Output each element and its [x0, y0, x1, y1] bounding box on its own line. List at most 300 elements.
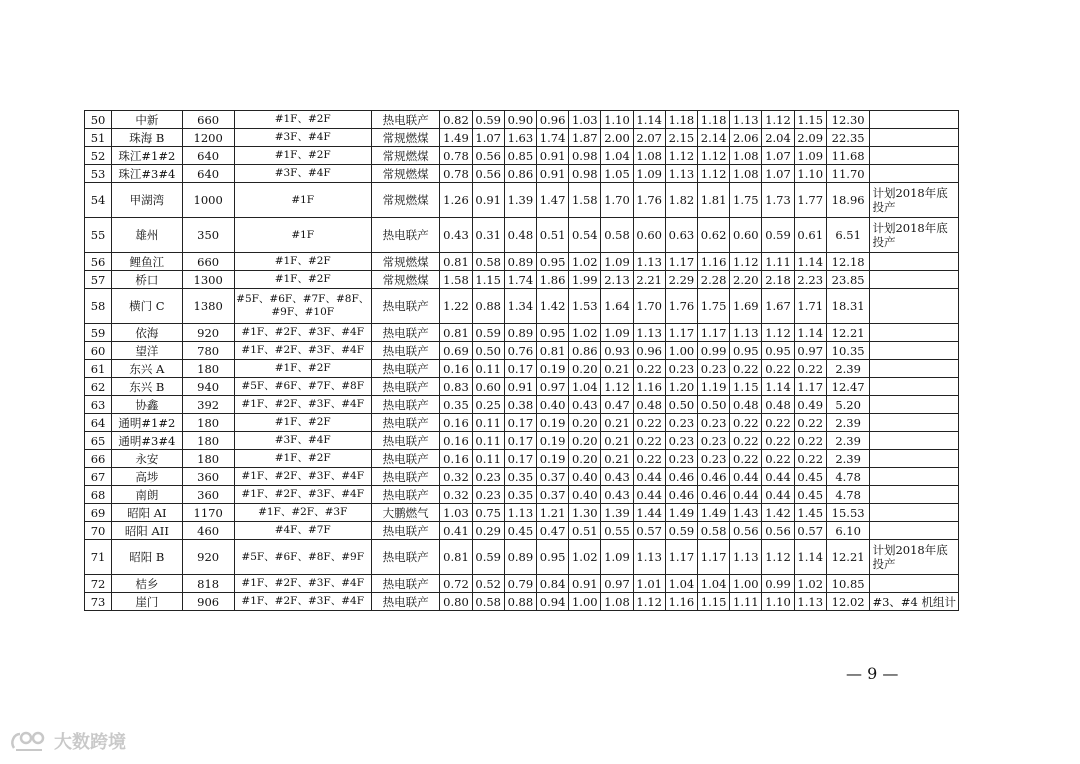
monthly-value-cell: 0.58 [472, 593, 504, 611]
table-row [85, 324, 959, 342]
monthly-value-cell: 0.45 [794, 486, 826, 504]
monthly-value-cell: 0.22 [794, 414, 826, 432]
monthly-value-cell: 1.75 [730, 183, 762, 218]
monthly-value-cell: 0.22 [794, 450, 826, 468]
monthly-value-cell: 1.09 [601, 540, 633, 575]
plant-name-cell: 珠海 B [112, 129, 183, 147]
capacity-cell: 1170 [182, 504, 234, 522]
monthly-value-cell: 0.22 [794, 360, 826, 378]
monthly-value-cell: 1.14 [762, 378, 794, 396]
plant-type-cell: 热电联产 [371, 540, 440, 575]
total-cell: 2.39 [826, 432, 870, 450]
monthly-value-cell: 0.22 [730, 360, 762, 378]
capacity-cell: 640 [182, 165, 234, 183]
capacity-cell: 180 [182, 414, 234, 432]
monthly-value-cell: 1.17 [665, 540, 697, 575]
plant-name-cell: 横门 C [112, 289, 183, 324]
monthly-value-cell: 2.18 [762, 271, 794, 289]
monthly-value-cell: 1.76 [665, 289, 697, 324]
monthly-value-cell: 0.44 [762, 486, 794, 504]
monthly-value-cell: 0.48 [504, 218, 536, 253]
monthly-value-cell: 1.14 [633, 111, 665, 129]
units-cell: #3F、#4F [234, 129, 371, 147]
capacity-cell: 350 [182, 218, 234, 253]
units-cell: #1F、#2F [234, 414, 371, 432]
table-row [85, 504, 959, 522]
monthly-value-cell: 2.15 [665, 129, 697, 147]
total-cell: 6.51 [826, 218, 870, 253]
plant-name-cell: 中新 [112, 111, 183, 129]
monthly-value-cell: 0.99 [698, 342, 730, 360]
monthly-value-cell: 1.70 [633, 289, 665, 324]
units-cell: #1F、#2F、#3F、#4F [234, 324, 371, 342]
total-cell: 15.53 [826, 504, 870, 522]
units-cell: #1F、#2F [234, 450, 371, 468]
monthly-value-cell: 0.97 [794, 342, 826, 360]
table-row [85, 253, 959, 271]
monthly-value-cell: 0.91 [536, 147, 568, 165]
plant-type-cell: 热电联产 [371, 360, 440, 378]
row-number-cell: 62 [85, 378, 112, 396]
plant-type-cell: 常规燃煤 [371, 183, 440, 218]
monthly-value-cell: 0.23 [665, 360, 697, 378]
monthly-value-cell: 0.50 [665, 396, 697, 414]
monthly-value-cell: 1.13 [633, 253, 665, 271]
table-row [85, 271, 959, 289]
monthly-value-cell: 1.73 [762, 183, 794, 218]
note-cell: 计划2018年底投产 [870, 540, 959, 575]
monthly-value-cell: 1.26 [440, 183, 472, 218]
monthly-value-cell: 2.23 [794, 271, 826, 289]
monthly-value-cell: 0.23 [665, 414, 697, 432]
plant-name-cell: 协鑫 [112, 396, 183, 414]
note-cell: 计划2018年底投产 [870, 183, 959, 218]
note-cell: #3、#4 机组计 [870, 593, 959, 611]
monthly-value-cell: 0.46 [698, 486, 730, 504]
monthly-value-cell: 1.09 [794, 147, 826, 165]
monthly-value-cell: 1.15 [730, 378, 762, 396]
capacity-cell: 180 [182, 432, 234, 450]
monthly-value-cell: 0.72 [440, 575, 472, 593]
monthly-value-cell: 0.19 [536, 432, 568, 450]
monthly-value-cell: 0.46 [665, 468, 697, 486]
monthly-value-cell: 0.19 [536, 450, 568, 468]
monthly-value-cell: 0.59 [472, 540, 504, 575]
monthly-value-cell: 1.20 [665, 378, 697, 396]
units-cell: #3F、#4F [234, 432, 371, 450]
row-number-cell: 63 [85, 396, 112, 414]
monthly-value-cell: 1.02 [794, 575, 826, 593]
monthly-value-cell: 0.48 [633, 396, 665, 414]
monthly-value-cell: 2.29 [665, 271, 697, 289]
capacity-cell: 640 [182, 147, 234, 165]
monthly-value-cell: 1.07 [762, 165, 794, 183]
monthly-value-cell: 1.09 [601, 253, 633, 271]
monthly-value-cell: 0.56 [762, 522, 794, 540]
monthly-value-cell: 0.37 [536, 468, 568, 486]
capacity-cell: 392 [182, 396, 234, 414]
monthly-value-cell: 1.53 [569, 289, 601, 324]
monthly-value-cell: 1.18 [665, 111, 697, 129]
capacity-cell: 180 [182, 360, 234, 378]
monthly-value-cell: 0.58 [472, 253, 504, 271]
capacity-cell: 460 [182, 522, 234, 540]
table-body [85, 111, 959, 611]
monthly-value-cell: 1.74 [504, 271, 536, 289]
plant-type-cell: 热电联产 [371, 342, 440, 360]
table-row [85, 468, 959, 486]
row-number-cell: 52 [85, 147, 112, 165]
plant-type-cell: 热电联产 [371, 468, 440, 486]
plant-name-cell: 南朗 [112, 486, 183, 504]
monthly-value-cell: 1.10 [794, 165, 826, 183]
units-cell: #1F、#2F、#3F、#4F [234, 593, 371, 611]
monthly-value-cell: 1.43 [730, 504, 762, 522]
total-cell: 22.35 [826, 129, 870, 147]
monthly-value-cell: 1.49 [440, 129, 472, 147]
monthly-value-cell: 0.88 [504, 593, 536, 611]
monthly-value-cell: 1.17 [665, 253, 697, 271]
monthly-value-cell: 0.43 [601, 468, 633, 486]
capacity-cell: 360 [182, 486, 234, 504]
plant-name-cell: 崖门 [112, 593, 183, 611]
monthly-value-cell: 0.16 [440, 450, 472, 468]
monthly-value-cell: 0.23 [698, 414, 730, 432]
monthly-value-cell: 1.16 [633, 378, 665, 396]
capacity-cell: 660 [182, 111, 234, 129]
capacity-cell: 360 [182, 468, 234, 486]
row-number-cell: 66 [85, 450, 112, 468]
units-cell: #5F、#6F、#8F、#9F [234, 540, 371, 575]
monthly-value-cell: 1.30 [569, 504, 601, 522]
table-row [85, 593, 959, 611]
monthly-value-cell: 1.86 [536, 271, 568, 289]
monthly-value-cell: 2.20 [730, 271, 762, 289]
total-cell: 12.30 [826, 111, 870, 129]
monthly-value-cell: 0.31 [472, 218, 504, 253]
monthly-value-cell: 0.38 [504, 396, 536, 414]
monthly-value-cell: 1.08 [601, 593, 633, 611]
table-row [85, 111, 959, 129]
monthly-value-cell: 0.99 [762, 575, 794, 593]
monthly-value-cell: 1.12 [762, 324, 794, 342]
capacity-cell: 660 [182, 253, 234, 271]
plant-type-cell: 热电联产 [371, 522, 440, 540]
monthly-value-cell: 1.58 [440, 271, 472, 289]
monthly-value-cell: 2.07 [633, 129, 665, 147]
monthly-value-cell: 1.11 [730, 593, 762, 611]
note-cell [870, 432, 959, 450]
total-cell: 12.02 [826, 593, 870, 611]
monthly-value-cell: 0.47 [536, 522, 568, 540]
monthly-value-cell: 0.59 [762, 218, 794, 253]
monthly-value-cell: 0.35 [504, 486, 536, 504]
monthly-value-cell: 0.91 [536, 165, 568, 183]
monthly-value-cell: 1.11 [762, 253, 794, 271]
capacity-cell: 1380 [182, 289, 234, 324]
units-cell: #1F、#2F、#3F、#4F [234, 575, 371, 593]
plant-type-cell: 热电联产 [371, 396, 440, 414]
monthly-value-cell: 1.99 [569, 271, 601, 289]
row-number-cell: 57 [85, 271, 112, 289]
monthly-value-cell: 1.14 [794, 540, 826, 575]
monthly-value-cell: 0.81 [440, 540, 472, 575]
total-cell: 2.39 [826, 450, 870, 468]
monthly-value-cell: 0.17 [504, 432, 536, 450]
monthly-value-cell: 0.86 [504, 165, 536, 183]
monthly-value-cell: 0.22 [762, 432, 794, 450]
total-cell: 11.70 [826, 165, 870, 183]
monthly-value-cell: 0.55 [601, 522, 633, 540]
monthly-value-cell: 0.32 [440, 468, 472, 486]
monthly-value-cell: 0.96 [633, 342, 665, 360]
note-cell [870, 360, 959, 378]
note-cell: 计划2018年底投产 [870, 218, 959, 253]
monthly-value-cell: 0.45 [504, 522, 536, 540]
monthly-value-cell: 0.97 [536, 378, 568, 396]
monthly-value-cell: 1.03 [569, 111, 601, 129]
monthly-value-cell: 1.17 [794, 378, 826, 396]
plant-name-cell: 珠江#1#2 [112, 147, 183, 165]
monthly-value-cell: 1.13 [794, 593, 826, 611]
monthly-value-cell: 0.60 [472, 378, 504, 396]
monthly-value-cell: 2.28 [698, 271, 730, 289]
table-row [85, 486, 959, 504]
monthly-value-cell: 1.05 [601, 165, 633, 183]
monthly-value-cell: 1.75 [698, 289, 730, 324]
monthly-value-cell: 0.96 [536, 111, 568, 129]
monthly-value-cell: 0.47 [601, 396, 633, 414]
total-cell: 6.10 [826, 522, 870, 540]
monthly-value-cell: 0.44 [633, 486, 665, 504]
plant-name-cell: 通明#1#2 [112, 414, 183, 432]
total-cell: 10.85 [826, 575, 870, 593]
plant-name-cell: 通明#3#4 [112, 432, 183, 450]
table-row [85, 165, 959, 183]
row-number-cell: 71 [85, 540, 112, 575]
row-number-cell: 70 [85, 522, 112, 540]
monthly-value-cell: 0.94 [536, 593, 568, 611]
monthly-value-cell: 0.22 [633, 432, 665, 450]
note-cell [870, 504, 959, 522]
row-number-cell: 61 [85, 360, 112, 378]
monthly-value-cell: 0.82 [440, 111, 472, 129]
monthly-value-cell: 0.20 [569, 414, 601, 432]
table-row [85, 289, 959, 324]
table-row [85, 218, 959, 253]
monthly-value-cell: 0.17 [504, 414, 536, 432]
total-cell: 18.96 [826, 183, 870, 218]
note-cell [870, 165, 959, 183]
monthly-value-cell: 1.12 [633, 593, 665, 611]
monthly-value-cell: 0.16 [440, 360, 472, 378]
total-cell: 10.35 [826, 342, 870, 360]
total-cell: 2.39 [826, 414, 870, 432]
row-number-cell: 53 [85, 165, 112, 183]
monthly-value-cell: 0.46 [665, 486, 697, 504]
total-cell: 12.18 [826, 253, 870, 271]
monthly-value-cell: 0.85 [504, 147, 536, 165]
monthly-value-cell: 1.14 [794, 253, 826, 271]
monthly-value-cell: 1.64 [601, 289, 633, 324]
monthly-value-cell: 1.19 [698, 378, 730, 396]
monthly-value-cell: 0.20 [569, 432, 601, 450]
plant-name-cell: 东兴 A [112, 360, 183, 378]
plant-type-cell: 常规燃煤 [371, 147, 440, 165]
plant-name-cell: 雄州 [112, 218, 183, 253]
watermark-logo-icon [8, 728, 48, 754]
monthly-value-cell: 0.95 [762, 342, 794, 360]
monthly-value-cell: 0.35 [440, 396, 472, 414]
capacity-cell: 920 [182, 324, 234, 342]
monthly-value-cell: 0.75 [472, 504, 504, 522]
monthly-value-cell: 0.69 [440, 342, 472, 360]
monthly-value-cell: 1.04 [601, 147, 633, 165]
plant-type-cell: 热电联产 [371, 378, 440, 396]
plant-name-cell: 依海 [112, 324, 183, 342]
monthly-value-cell: 0.23 [698, 450, 730, 468]
monthly-value-cell: 1.02 [569, 324, 601, 342]
table-row [85, 450, 959, 468]
row-number-cell: 60 [85, 342, 112, 360]
monthly-value-cell: 0.22 [633, 414, 665, 432]
monthly-value-cell: 1.13 [730, 540, 762, 575]
monthly-value-cell: 0.57 [633, 522, 665, 540]
monthly-value-cell: 2.04 [762, 129, 794, 147]
table-row [85, 360, 959, 378]
monthly-value-cell: 0.22 [730, 450, 762, 468]
total-cell: 12.21 [826, 540, 870, 575]
monthly-value-cell: 0.25 [472, 396, 504, 414]
row-number-cell: 68 [85, 486, 112, 504]
plant-name-cell: 昭阳 AI [112, 504, 183, 522]
capacity-cell: 1300 [182, 271, 234, 289]
monthly-value-cell: 0.22 [762, 414, 794, 432]
monthly-value-cell: 0.16 [440, 432, 472, 450]
monthly-value-cell: 1.13 [665, 165, 697, 183]
units-cell: #1F、#2F、#3F、#4F [234, 342, 371, 360]
plant-name-cell: 鲤鱼江 [112, 253, 183, 271]
monthly-value-cell: 0.29 [472, 522, 504, 540]
monthly-value-cell: 1.13 [633, 540, 665, 575]
monthly-value-cell: 0.19 [536, 414, 568, 432]
monthly-value-cell: 2.13 [601, 271, 633, 289]
monthly-value-cell: 0.79 [504, 575, 536, 593]
monthly-value-cell: 0.56 [730, 522, 762, 540]
capacity-cell: 920 [182, 540, 234, 575]
plant-name-cell: 桔乡 [112, 575, 183, 593]
monthly-value-cell: 0.44 [730, 486, 762, 504]
monthly-value-cell: 0.44 [730, 468, 762, 486]
monthly-value-cell: 0.57 [794, 522, 826, 540]
monthly-value-cell: 0.22 [730, 414, 762, 432]
units-cell: #1F、#2F [234, 253, 371, 271]
monthly-value-cell: 0.84 [536, 575, 568, 593]
note-cell [870, 414, 959, 432]
monthly-value-cell: 1.13 [730, 324, 762, 342]
monthly-value-cell: 0.98 [569, 147, 601, 165]
plant-name-cell: 珠江#3#4 [112, 165, 183, 183]
monthly-value-cell: 1.00 [665, 342, 697, 360]
monthly-value-cell: 1.00 [730, 575, 762, 593]
monthly-value-cell: 0.51 [536, 218, 568, 253]
monthly-value-cell: 1.04 [665, 575, 697, 593]
row-number-cell: 73 [85, 593, 112, 611]
monthly-value-cell: 0.78 [440, 165, 472, 183]
monthly-value-cell: 0.58 [698, 522, 730, 540]
table-row [85, 432, 959, 450]
monthly-value-cell: 0.23 [698, 432, 730, 450]
monthly-value-cell: 0.48 [762, 396, 794, 414]
monthly-value-cell: 0.95 [536, 540, 568, 575]
monthly-value-cell: 0.37 [536, 486, 568, 504]
monthly-value-cell: 0.62 [698, 218, 730, 253]
plant-name-cell: 桥口 [112, 271, 183, 289]
monthly-value-cell: 1.15 [698, 593, 730, 611]
monthly-value-cell: 1.09 [633, 165, 665, 183]
monthly-value-cell: 1.00 [569, 593, 601, 611]
row-number-cell: 51 [85, 129, 112, 147]
monthly-value-cell: 2.00 [601, 129, 633, 147]
monthly-value-cell: 0.60 [633, 218, 665, 253]
units-cell: #4F、#7F [234, 522, 371, 540]
monthly-value-cell: 2.14 [698, 129, 730, 147]
units-cell: #1F [234, 218, 371, 253]
monthly-value-cell: 0.16 [440, 414, 472, 432]
monthly-value-cell: 1.39 [601, 504, 633, 522]
monthly-value-cell: 0.95 [536, 253, 568, 271]
row-number-cell: 67 [85, 468, 112, 486]
monthly-value-cell: 2.09 [794, 129, 826, 147]
monthly-value-cell: 0.89 [504, 324, 536, 342]
watermark-text: 大数跨境 [54, 732, 126, 753]
monthly-value-cell: 1.69 [730, 289, 762, 324]
monthly-value-cell: 1.49 [665, 504, 697, 522]
note-cell [870, 450, 959, 468]
monthly-value-cell: 1.02 [569, 253, 601, 271]
table-row [85, 342, 959, 360]
total-cell: 18.31 [826, 289, 870, 324]
table-row [85, 378, 959, 396]
monthly-value-cell: 1.09 [601, 324, 633, 342]
monthly-value-cell: 0.63 [665, 218, 697, 253]
row-number-cell: 72 [85, 575, 112, 593]
note-cell [870, 378, 959, 396]
note-cell [870, 486, 959, 504]
plant-type-cell: 热电联产 [371, 218, 440, 253]
note-cell [870, 522, 959, 540]
monthly-value-cell: 0.45 [794, 468, 826, 486]
units-cell: #1F、#2F [234, 271, 371, 289]
monthly-value-cell: 0.43 [601, 486, 633, 504]
monthly-value-cell: 0.93 [601, 342, 633, 360]
monthly-value-cell: 1.13 [504, 504, 536, 522]
monthly-value-cell: 1.81 [698, 183, 730, 218]
monthly-value-cell: 0.51 [569, 522, 601, 540]
monthly-value-cell: 1.17 [665, 324, 697, 342]
note-cell [870, 342, 959, 360]
monthly-value-cell: 1.45 [794, 504, 826, 522]
monthly-value-cell: 0.23 [472, 486, 504, 504]
note-cell [870, 271, 959, 289]
plant-type-cell: 热电联产 [371, 289, 440, 324]
monthly-value-cell: 1.14 [794, 324, 826, 342]
monthly-value-cell: 1.04 [569, 378, 601, 396]
note-cell [870, 253, 959, 271]
units-cell: #1F、#2F、#3F、#4F [234, 396, 371, 414]
monthly-value-cell: 0.21 [601, 414, 633, 432]
capacity-cell: 906 [182, 593, 234, 611]
